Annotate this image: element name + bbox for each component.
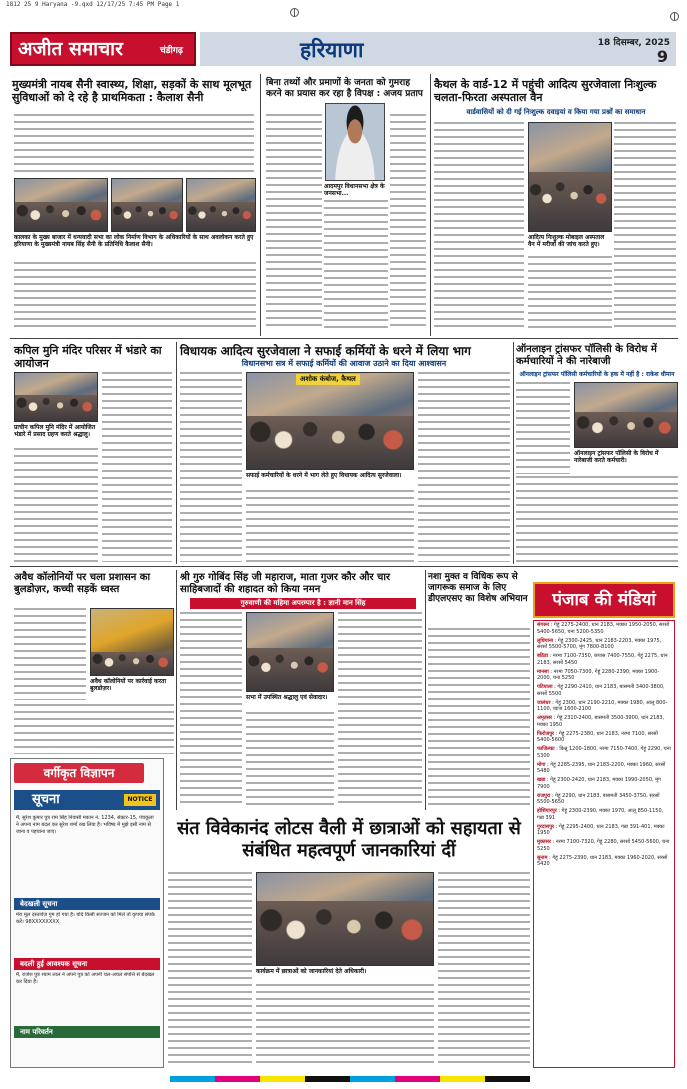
photo-guru (246, 612, 334, 692)
mandi-rates: गेहूं 2275-2380, धान 2183, नरमा 7100, सरसों 5400-5600 (537, 730, 658, 744)
mandi-rates: गेहूं 2310-2400, बासमती 3500-3900, धान 2183, मक्का 1950 (537, 715, 665, 728)
body-text-guru-2 (246, 712, 334, 808)
mandi-rates: गेहूं 2300-2425, धान 2183-2203, मक्का 1975, सरसों 5500-5700, मूंग 7800-8100 (537, 637, 662, 651)
photo-caption-avaidh: अवैध कॉलोनियों पर कार्रवाई करता बुलडोज़र। (90, 678, 167, 693)
mandi-city: मुक्तसर (537, 839, 551, 845)
body-text-vidhayak (180, 372, 242, 562)
subhead-vidhayak: विधानसभा सत्र में सफाई कर्मियों की आवाज उठाने का दिया आश्वासन (241, 359, 447, 368)
print-slug: 1812 25 9 Haryana -9.qxd 12/17/25 7:45 PM Page 1 (6, 1, 180, 8)
mandi-entry: जालंधर : गेहूं 2300, धान 2190-2210, मक्का 1980, आलू 800-1100, प्याज 1600-2100 (537, 699, 668, 713)
body-text-avaidh-2 (14, 704, 174, 754)
mandi-entry: राजपुरा : गेहूं 2290, धान 2183, बासमती 3450-3750, सरसों 5500-5650 (537, 792, 660, 806)
mandi-city: संगरूर (537, 622, 550, 628)
column-rule (260, 74, 261, 336)
photo-cm-2 (111, 178, 183, 232)
headline-online-transfer: ऑनलाइन ट्रांसफर पॉलिसी के विरोध में कर्मचारियों ने की नारेबाजी (516, 344, 657, 367)
color-calibration-bar (170, 1076, 530, 1082)
section-rule (10, 566, 678, 567)
mandi-city: होशियारपुर (537, 808, 557, 814)
issue-date: 18 दिसम्बर, 2025 (597, 38, 670, 48)
section-title: हरियाणा (300, 38, 364, 62)
body-text-online (516, 382, 570, 474)
photo-caption-lotus: कार्यक्रम में छात्राओं को जानकारियां देते अधिकारी। (256, 968, 367, 975)
photo-kapil (14, 372, 98, 422)
mandi-entry: खन्ना : गेहूं 2300-2420, धान 2183, मक्का 1990-2050, मूंग 7900 (537, 777, 661, 790)
body-text-online-2 (516, 476, 678, 562)
headline-kaithal: कैथल के वार्ड-12 में पहुंची आदित्य सुरजेवाला निःशुल्क चलता-फिरता अस्पताल वैन (434, 78, 657, 105)
body-text-lotus-3 (438, 872, 530, 1066)
subhead-guru: गुरुवाणी की महिमा अपरम्पार है : ज्ञानी मान सिंह (190, 598, 416, 609)
classified-band-name-change: नाम परिवर्तन (14, 1026, 160, 1038)
mandi-rates: नरमा 7050-7300, गेहूं 2280-2390, मक्का 1900-2000, चना 5250 (537, 668, 660, 682)
body-text-lotus (168, 872, 252, 1066)
photo-caption-online: ऑनलाइन ट्रांसफर पॉलिसी के विरोध में नारेबाजी करते कर्मचारी। (574, 450, 659, 465)
mandi-city: गुरदासपुर (537, 823, 555, 830)
headline-vidhayak: विधायक आदित्य सुरजेवाला ने सफाई कर्मियों के धरने में लिया भाग (180, 344, 471, 358)
mandi-rates: गेहूं 2290, धान 2183, बासमती 3450-3750, सरसों 5500-5650 (537, 792, 660, 806)
body-text-opposition-3 (324, 200, 388, 330)
mandi-city: मानसा (537, 668, 549, 675)
mandi-entry: मुक्तसर : नरमा 7100-7320, गेहूं 2280, सरसों 5450-5600, चना 5250 (537, 839, 670, 852)
body-text-nasha (428, 628, 530, 808)
mandi-rates: किन्नू 1200-1800, नरमा 7150-7400, गेहूं 2290, चना 5300 (537, 746, 671, 759)
body-text-kapil-2 (14, 448, 98, 562)
mandi-entry: होशियारपुर : गेहूं 2300-2390, मक्का 1970, आलू 850-1150, गन्ना 391 (537, 808, 664, 821)
mandi-entry: फाजिल्का : किन्नू 1200-1800, नरमा 7150-7400, गेहूं 2290, चना 5300 (537, 746, 671, 759)
mandi-entry: अमृतसर : गेहूं 2310-2400, बासमती 3500-3900, धान 2183, मक्का 1950 (537, 715, 665, 728)
mandi-rates: गेहूं 2275-2400, धान 2183, मक्का 1950-2050, सरसों 5400-5650, चना 5200-5350 (537, 622, 670, 635)
classified-ad-2: मेरा मूल दस्तावेज़ गुम हो गया है। यदि किसी सज्जन को मिले तो कृपया संपर्क करें। 98XXXXXXXX (16, 912, 155, 925)
mandi-city: जालंधर (537, 699, 551, 706)
mandi-city: बठिंडा (537, 653, 549, 659)
column-rule (176, 342, 177, 564)
classified-band-notice: बदली हुई आवश्यक सूचना (14, 958, 160, 970)
mandi-city: अमृतसर (537, 715, 553, 721)
headline-nasha: नशा मुक्त व विधिक रूप से जागरूक समाज के लिए डीएलएसए का विशेष अभियान (428, 572, 528, 604)
photo-caption-vidhayak: सफाई कर्मचारियों के धरने में भाग लेते हुए विधायक आदित्य सुरजेवाला। (246, 472, 402, 479)
page-number: 9 (656, 47, 668, 66)
photo-vidhayak (246, 372, 414, 470)
headline-opposition: बिना तथ्यों और प्रमाणों के जनता को गुमराह करने का प्रयास कर रहा है विपक्ष : अजय प्रताप (266, 78, 423, 99)
mandi-entry: फिरोजपुर : गेहूं 2275-2380, धान 2183, नरमा 7100, सरसों 5400-5600 (537, 730, 658, 744)
mandi-city: सुनाम (537, 854, 548, 861)
mandi-entry: पटियाला : गेहूं 2290-2410, धान 2183, बासमती 3400-3800, सरसों 5500 (537, 684, 665, 697)
subhead-online-transfer: ऑनलाइन ट्रांसफर पॉलिसी कर्मचारियों के हक में नहीं है : राकेश धीमान (519, 371, 675, 378)
body-text-vidhayak-2 (246, 490, 414, 562)
mandi-entry: बठिंडा : नरमा 7100-7350, कपास 7400-7550, गेहूं 2275, धान 2183, सरसों 5450 (537, 653, 668, 666)
newspaper-logo: अजीत समाचार (18, 38, 123, 60)
headline-kapil: कपिल मुनि मंदिर परिसर में भंडारे का आयोजन (14, 344, 162, 371)
section-rule (10, 338, 678, 339)
body-text-guru (180, 612, 242, 808)
headline-cm: मुख्यमंत्री नायब सैनी स्वास्थ्य, शिक्षा, सड़कों के साथ मूलभूत सुविधाओं को दे रहे है प्राथमिकता : कैलाश सैनी (12, 78, 252, 105)
body-text-cm-2 (14, 262, 256, 330)
mandi-entry: लुधियाना : गेहूं 2300-2425, धान 2183-2203, मक्का 1975, सरसों 5500-5700, मूंग 7800-8100 (537, 637, 662, 651)
edition-city: चंडीगढ़ (160, 46, 183, 56)
photo-credit-tag: अशोक कंबोज, कैथल (296, 374, 360, 385)
photo-bulldozer (90, 608, 174, 676)
mandi-entry: सुनाम : गेहूं 2275-2390, धान 2183, मक्का 1960-2020, सरसों 5420 (537, 854, 668, 868)
mandi-entry: मानसा : नरमा 7050-7300, गेहूं 2280-2390, मक्का 1900-2000, चना 5250 (537, 668, 660, 682)
photo-caption-kapil: प्राचीन कपिल मुनि मंदिर में आयोजित भंडारे में प्रसाद ग्रहण करते श्रद्धालु। (14, 424, 96, 439)
mandi-rates: नरमा 7100-7320, गेहूं 2280, सरसों 5450-5600, चना 5250 (537, 839, 670, 852)
mandi-city: खन्ना (537, 777, 546, 783)
body-text-lotus-2 (256, 984, 434, 1066)
mandi-rates: गेहूं 2300-2420, धान 2183, मक्का 1990-2050, मूंग 7900 (537, 777, 661, 790)
mandi-rates: गेहूं 2300, धान 2190-2210, मक्का 1980, आलू 800-1100, प्याज 1600-2100 (537, 699, 668, 713)
photo-caption-cm: कालका के मुख्य बाजार में धन्यवादी सभा का लोक निर्माण विभाग के अधिकारियों के साथ अवलोकन करते हुए हरियाणा के मुख्यमंत्री नायब सिंह सैनी के प्रतिनिधि कैलाश सैनी। (14, 234, 254, 249)
mandi-entry: संगरूर : गेहूं 2275-2400, धान 2183, मक्का 1950-2050, सरसों 5400-5650, चना 5200-5350 (537, 622, 670, 635)
mandi-rates: गेहूं 2290-2410, धान 2183, बासमती 3400-3800, सरसों 5500 (537, 684, 665, 697)
mandi-rates: गेहूं 2285-2395, धान 2183-2200, मक्का 1960, सरसों 5480 (537, 761, 666, 775)
headline-lotus: संत विवेकानंद लोटस वैली में छात्राओं को सहायता से संबंधित महत्वपूर्ण जानकारियां दीं (177, 818, 521, 861)
classified-ad-3: मैं, राजेश पुत्र श्याम लाल ने अपने पुत्र को अपनी चल-अचल संपत्ति से बेदखल कर दिया है। (16, 972, 155, 985)
portrait-photo (325, 103, 385, 181)
subhead-kaithal: वार्डवासियों को दी गई निःशुल्क दवाइयां व किया गया प्रश्नों का समाधान (466, 108, 646, 116)
body-text-opposition-2 (390, 114, 426, 330)
mandi-city: पटियाला (537, 684, 553, 690)
photo-online-transfer (574, 382, 678, 448)
classified-ad-1: मैं, सुरेश कुमार पुत्र राम सिंह निवासी मकान नं. 1234, सेक्टर-15, पंचकूला ने अपना नाम बदल कर सुरेश शर्मा रख लिया है। भविष्य में मुझे इसी नाम से जाना व पहचाना जाए। (16, 815, 154, 835)
column-rule (430, 74, 431, 336)
photo-kaithal (528, 122, 612, 232)
classified-band-bedakhli: बेदखली सूचना (14, 898, 160, 910)
body-text-kaithal-2 (614, 122, 676, 332)
mandi-city: फाजिल्का (537, 746, 555, 752)
photo-caption-kaithal: आदित्य निःशुल्क मोबाइल अस्पताल वैन में मरीजों की जांच करते हुए। (528, 234, 605, 249)
body-text-kapil (102, 372, 172, 562)
body-text-kaithal-3 (528, 256, 612, 332)
body-text-opposition (266, 114, 322, 330)
body-text-kaithal (434, 122, 524, 332)
mandi-city: लुधियाना (537, 637, 554, 644)
registration-mark (290, 8, 299, 17)
mandi-city: मोगा (537, 761, 546, 768)
classifieds-header: वर्गीकृत विज्ञापन (14, 763, 144, 783)
column-rule (513, 342, 514, 564)
mandi-rates: गेहूं 2275-2390, धान 2183, मक्का 1960-2020, सरसों 5420 (537, 854, 668, 868)
mandi-rates-list (533, 620, 675, 1068)
brand-block (10, 32, 196, 66)
mandi-city: राजपुरा (537, 792, 551, 799)
mandi-entry: गुरदासपुर : गेहूं 2295-2400, धान 2183, गन्ना 391-401, मक्का 1950 (537, 823, 665, 837)
headline-guru: श्री गुरु गोबिंद सिंह जी महाराज, माता गुजर कौर और चार साहिबजादों की शहादत को किया नमन (180, 572, 391, 595)
notice-banner: सूचना (14, 790, 160, 810)
photo-caption-guru: सभा में उपस्थित श्रद्धालु एवं सेवादार। (246, 694, 328, 701)
photo-lotus (256, 872, 434, 966)
mandi-city: फिरोजपुर (537, 730, 555, 737)
portrait-caption: आदमपुर विधानसभा क्षेत्र के जनसभा... (324, 183, 385, 198)
body-text-avaidh (14, 608, 86, 700)
mandi-entry: मोगा : गेहूं 2285-2395, धान 2183-2200, मक्का 1960, सरसों 5480 (537, 761, 666, 775)
mandi-rates: गेहूं 2300-2390, मक्का 1970, आलू 850-1150, गन्ना 391 (537, 808, 664, 821)
column-rule (176, 570, 177, 810)
column-rule (425, 570, 426, 810)
body-text-vidhayak-3 (418, 372, 510, 562)
registration-mark (670, 12, 679, 21)
mandi-header: पंजाब की मंडियां (533, 582, 675, 618)
mandi-rates: नरमा 7100-7350, कपास 7400-7550, गेहूं 2275, धान 2183, सरसों 5450 (537, 653, 668, 666)
body-text-guru-3 (338, 612, 422, 808)
body-text-cm (14, 114, 254, 172)
photo-cm-1 (14, 178, 108, 232)
section-band (200, 32, 676, 66)
photo-cm-3 (186, 178, 256, 232)
masthead (10, 32, 676, 66)
mandi-rates: गेहूं 2295-2400, धान 2183, गन्ना 391-401, मक्का 1950 (537, 823, 665, 837)
headline-avaidh: अवैध कॉलोनियों पर चला प्रशासन का बुलडोज़र, कच्ची सड़कें ध्वस्त (14, 572, 151, 595)
notice-tag: NOTICE (124, 794, 156, 806)
